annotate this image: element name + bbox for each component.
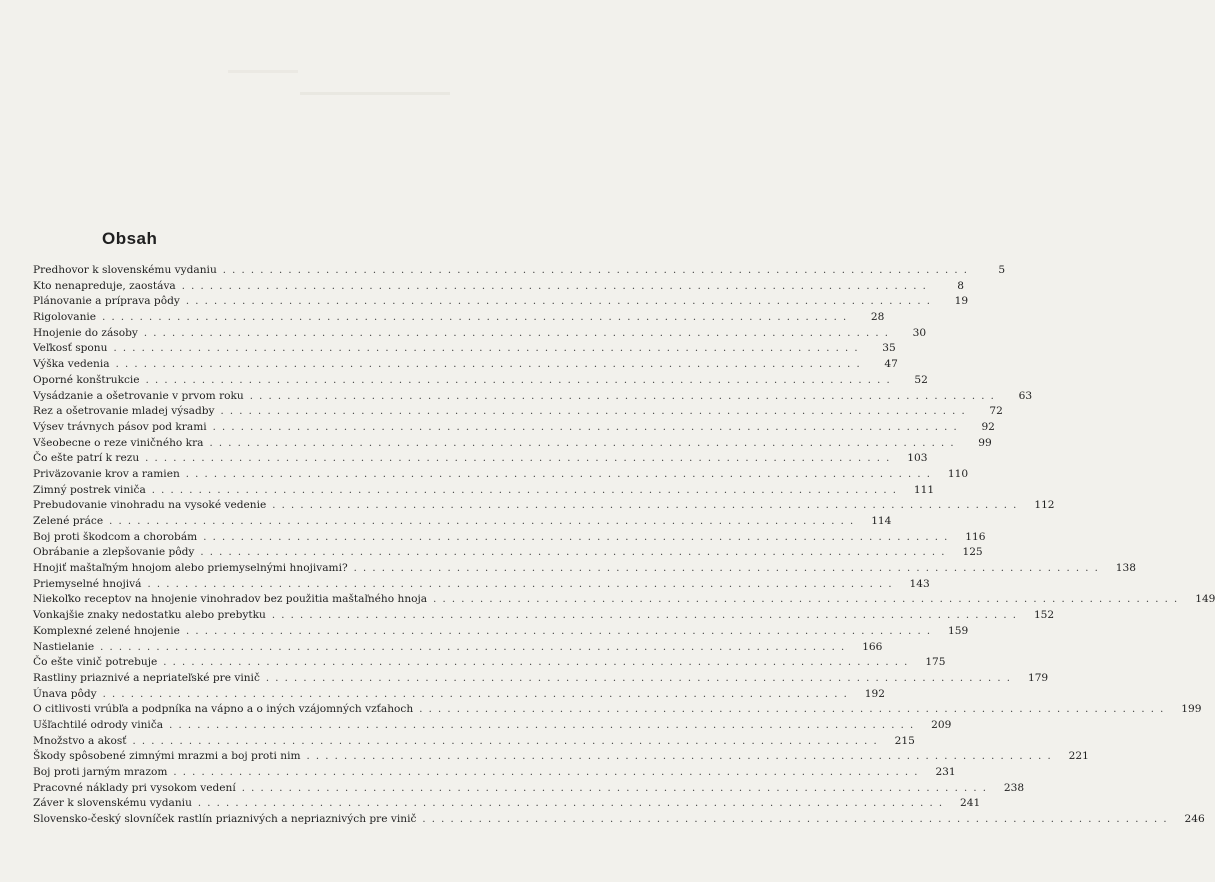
- toc-entry: [33, 640, 883, 656]
- dot-leader: ................................................................................: [220, 406, 971, 418]
- toc-entry-page: 8: [957, 279, 965, 292]
- toc-entry: [33, 420, 995, 436]
- dot-leader: ................................................................................: [109, 516, 860, 527]
- toc-entry-title: Zimný postrek viniča: [33, 483, 146, 496]
- toc-entry-title: Plánovanie a príprava pôdy: [33, 295, 180, 308]
- dot-leader: ................................................................................: [102, 688, 853, 700]
- toc-entry-page: 112: [1034, 499, 1055, 512]
- toc-entry-title: Množstvo a akosť: [33, 734, 127, 747]
- toc-entry-page: 231: [935, 766, 956, 778]
- dot-leader: ................................................................................: [212, 421, 963, 433]
- dot-leader: ................................................................................: [100, 641, 851, 653]
- toc-entry-title: Vonkajšie znaky nedostatku alebo prebytku: [33, 609, 266, 622]
- toc-entry-page: 28: [870, 311, 885, 324]
- dot-leader: ................................................................................: [115, 359, 866, 371]
- toc-entry-page: 72: [989, 405, 1003, 418]
- toc-entry: [33, 498, 1055, 514]
- toc-entry-title: Veľkosť sponu: [33, 342, 108, 355]
- toc-entry-title: Slovensko-český slovníček rastlín priaznivých a nepriaznivých pre vinič: [33, 813, 417, 826]
- toc-entry: [33, 608, 1055, 624]
- toc-entry-page: 149: [1195, 593, 1215, 606]
- dot-leader: ................................................................................: [151, 484, 903, 496]
- toc-entry-title: Rigolovanie: [33, 311, 97, 324]
- toc-entry: [33, 781, 1025, 797]
- toc-entry-title: Predhovor k slovenskému vydaniu: [33, 264, 217, 276]
- dot-leader: ................................................................................: [185, 468, 937, 480]
- toc-entry-page: 221: [1068, 750, 1089, 763]
- dot-leader: ................................................................................: [419, 704, 1170, 716]
- toc-entry: [33, 687, 885, 703]
- toc-entry-title: O citlivosti vrúbľa a podpníka na vápno a o iných vzájomných vzťahoch: [33, 703, 414, 716]
- toc-entry-title: Zelené práce: [33, 515, 104, 527]
- toc-entry-title: Hnojenie do zásoby: [33, 326, 138, 339]
- dot-leader: ................................................................................: [306, 751, 1057, 763]
- toc-entry: [33, 483, 935, 499]
- dot-leader: ................................................................................: [265, 672, 1017, 684]
- dot-leader: ................................................................................: [143, 327, 895, 339]
- toc-entry-title: Oporné konštrukcie: [33, 373, 140, 386]
- dot-leader: ................................................................................: [433, 594, 1184, 606]
- dot-leader: ................................................................................: [181, 280, 933, 292]
- toc-entry-title: Všeobecne o reze viničného kra: [33, 436, 204, 449]
- toc-entry-title: Únava pôdy: [33, 687, 97, 700]
- toc-entry: [33, 530, 986, 546]
- toc-entry-title: Výška vedenia: [33, 358, 110, 371]
- toc-entry: [33, 765, 956, 781]
- toc-entry-page: 111: [913, 483, 935, 496]
- toc-entry: [33, 263, 1006, 279]
- dot-leader: ................................................................................: [197, 798, 949, 810]
- dot-leader: ................................................................................: [249, 390, 1001, 402]
- toc-entry-title: Výsev trávnych pásov pod krami: [33, 420, 207, 433]
- toc-entry-title: Niekoľko receptov na hnojenie vinohradov bez použitia maštaľného hnoja: [33, 593, 428, 606]
- dot-leader: ................................................................................: [145, 453, 896, 465]
- toc-entry: [33, 467, 969, 483]
- dot-leader: ................................................................................: [272, 500, 1023, 512]
- toc-entry-title: Kto nenapreduje, zaostáva: [33, 279, 176, 292]
- toc-entry: [33, 341, 896, 357]
- dot-leader: ................................................................................: [145, 374, 896, 386]
- toc-entry: [33, 734, 915, 750]
- toc-entry-page: 92: [981, 420, 995, 433]
- dot-leader: ................................................................................: [132, 735, 883, 747]
- toc-entry-page: 179: [1027, 671, 1049, 684]
- toc-entry-title: Pracovné náklady pri vysokom vedení: [33, 781, 236, 794]
- toc-entry-title: Rastliny priaznivé a nepriateľské pre vinič: [33, 671, 260, 684]
- toc-entry-page: 19: [954, 295, 969, 308]
- toc-entry: [33, 294, 969, 310]
- dot-leader: ................................................................................: [422, 814, 1173, 826]
- dot-leader: ................................................................................: [147, 578, 898, 590]
- toc-entry-page: 30: [912, 326, 927, 339]
- toc-entry-title: Priväzovanie krov a ramien: [33, 467, 180, 480]
- toc-entry-page: 238: [1003, 781, 1025, 794]
- toc-entry: [33, 702, 1202, 718]
- toc-entry-page: 99: [978, 436, 992, 449]
- toc-entry-page: 110: [947, 467, 969, 480]
- toc-entry-page: 241: [959, 797, 981, 810]
- toc-entry-page: 143: [909, 577, 930, 590]
- dot-leader: ................................................................................: [222, 265, 974, 276]
- toc-entry-page: 152: [1033, 609, 1055, 622]
- toc-entry-title: Rez a ošetrovanie mladej výsadby: [33, 405, 215, 418]
- toc-entry: [33, 671, 1049, 687]
- toc-entry-page: 175: [925, 656, 946, 669]
- toc-entry-page: 103: [907, 452, 928, 465]
- toc-entry: [33, 451, 928, 467]
- toc-entry-page: 63: [1018, 389, 1033, 402]
- toc-entry-page: 35: [882, 342, 896, 355]
- table-of-contents: [33, 263, 1215, 828]
- dot-leader: ................................................................................: [185, 296, 937, 308]
- toc-entry-page: 47: [884, 358, 898, 371]
- dot-leader: ................................................................................: [169, 719, 920, 731]
- dot-leader: ................................................................................: [200, 547, 951, 559]
- toc-entry-title: Hnojiť maštaľným hnojom alebo priemyselnými hnojivami?: [33, 562, 348, 575]
- dot-leader: ................................................................................: [209, 437, 960, 449]
- toc-entry: [33, 624, 969, 640]
- toc-entry: [33, 592, 1215, 608]
- toc-entry: [33, 514, 892, 530]
- toc-entry: [33, 545, 983, 561]
- toc-entry-title: Komplexné zelené hnojenie: [33, 624, 180, 637]
- toc-entry-title: Priemyselné hnojivá: [33, 577, 142, 590]
- toc-entry-title: Záver k slovenskému vydaniu: [33, 797, 192, 810]
- toc-entry: [33, 310, 885, 326]
- dot-leader: ................................................................................: [113, 343, 864, 355]
- page-title: Obsah: [102, 229, 158, 248]
- toc-entry-title: Obrábanie a zlepšovanie pôdy: [33, 546, 195, 559]
- toc-entry-page: 52: [914, 373, 928, 386]
- toc-entry-title: Vysádzanie a ošetrovanie v prvom roku: [33, 389, 244, 402]
- toc-entry: [33, 655, 946, 671]
- toc-entry: [33, 812, 1205, 828]
- toc-entry: [33, 373, 928, 389]
- toc-entry-page: 125: [962, 546, 983, 559]
- toc-entry-page: 215: [894, 734, 915, 747]
- toc-entry: [33, 749, 1089, 765]
- toc-entry: [33, 326, 927, 342]
- toc-entry: [33, 404, 1003, 420]
- toc-entry: [33, 279, 965, 295]
- toc-entry-page: 246: [1184, 813, 1205, 826]
- toc-entry: [33, 796, 981, 812]
- toc-entry: [33, 436, 992, 452]
- dot-leader: ................................................................................: [102, 312, 853, 324]
- toc-entry-title: Čo ešte vinič potrebuje: [33, 656, 158, 669]
- toc-entry-title: Nastielanie: [33, 640, 95, 653]
- toc-entry: [33, 718, 952, 734]
- toc-entry: [33, 357, 898, 373]
- toc-entry-title: Prebudovanie vinohradu na vysoké vedenie: [33, 499, 267, 512]
- toc-entry-page: 209: [931, 718, 952, 731]
- toc-entry: [33, 577, 930, 593]
- dot-leader: ................................................................................: [163, 657, 914, 669]
- toc-entry: [33, 389, 1033, 405]
- dot-leader: ................................................................................: [173, 767, 924, 778]
- dot-leader: ................................................................................: [185, 625, 937, 637]
- dot-leader: ................................................................................: [353, 563, 1104, 575]
- show-through-smudge: [228, 70, 298, 73]
- show-through-smudge: [300, 92, 450, 95]
- toc-entry-page: 116: [965, 530, 986, 543]
- toc-entry-page: 199: [1181, 703, 1202, 716]
- toc-entry-title: Ušľachtilé odrody viniča: [33, 718, 164, 731]
- toc-entry-page: 5: [998, 264, 1006, 276]
- toc-entry-page: 114: [871, 515, 892, 527]
- toc-entry-page: 166: [862, 640, 883, 653]
- toc-entry-title: Čo ešte patrí k rezu: [33, 452, 140, 465]
- dot-leader: ................................................................................: [203, 531, 954, 543]
- dot-leader: ................................................................................: [271, 610, 1023, 622]
- toc-entry-page: 138: [1115, 562, 1136, 575]
- toc-entry: [33, 561, 1136, 577]
- toc-entry-title: Boj proti škodcom a chorobám: [33, 530, 198, 543]
- toc-entry-title: Boj proti jarným mrazom: [33, 766, 168, 778]
- toc-entry-title: Škody spôsobené zimnými mrazmi a boj proti nim: [33, 750, 301, 763]
- toc-entry-page: 159: [948, 624, 969, 637]
- dot-leader: ................................................................................: [241, 782, 993, 794]
- toc-entry-page: 192: [864, 687, 885, 700]
